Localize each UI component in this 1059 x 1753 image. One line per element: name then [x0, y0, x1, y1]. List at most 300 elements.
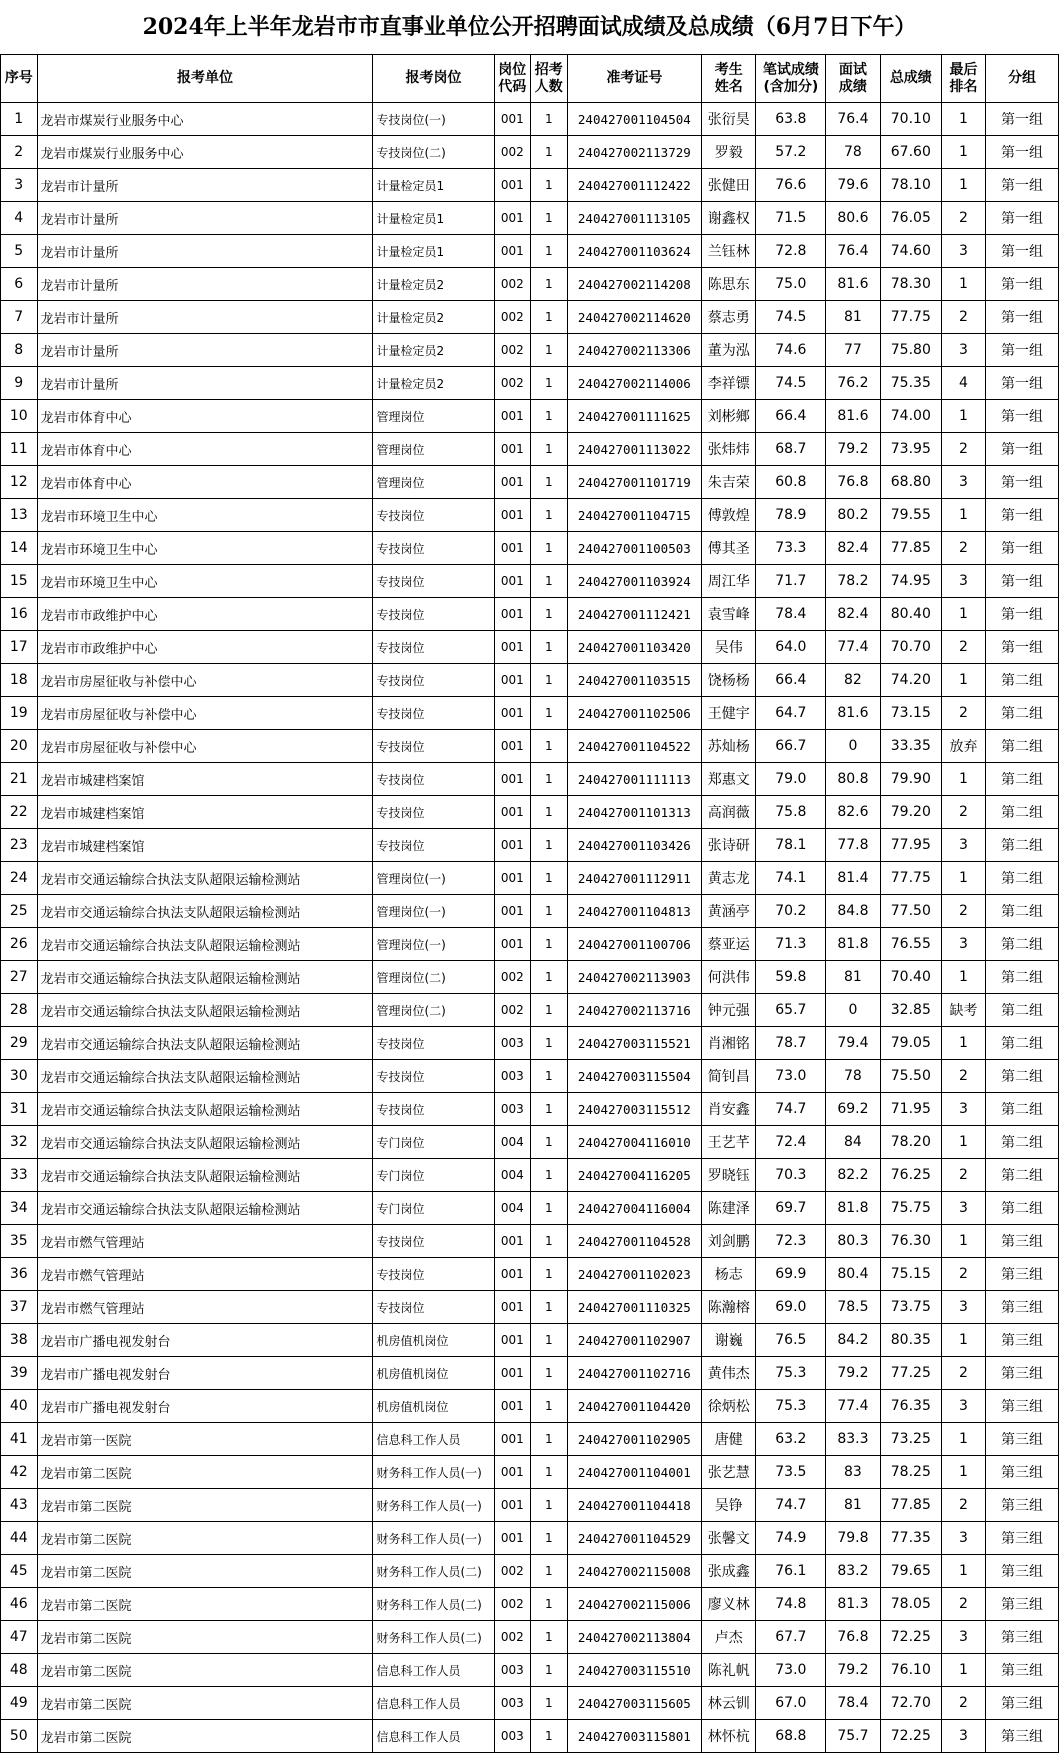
table-row: [1, 1159, 1059, 1192]
group-cell: 第一组: [985, 565, 1058, 598]
name-cell: 黄涵亭: [702, 895, 756, 928]
header-written-line1: 笔试成绩: [762, 61, 819, 78]
position-code-cell: 001: [494, 697, 531, 730]
quota-cell: 1: [531, 1555, 568, 1588]
table-row: [1, 1390, 1059, 1423]
rank-cell: 2: [942, 1588, 986, 1621]
quota-cell: 1: [531, 1093, 568, 1126]
unit-cell: 龙岩市交通运输综合执法支队超限运输检测站: [37, 1192, 373, 1225]
rank-cell: 3: [942, 1390, 986, 1423]
group-cell: 第三组: [985, 1522, 1058, 1555]
written-score-cell: 69.9: [756, 1258, 826, 1291]
ticket-cell: 240427001104813: [567, 895, 702, 928]
position-code-cell: 002: [494, 136, 531, 169]
written-score-cell: 78.4: [756, 598, 826, 631]
total-score-cell: 77.35: [880, 1522, 942, 1555]
seq-cell: 21: [1, 763, 38, 796]
written-score-cell: 75.3: [756, 1357, 826, 1390]
interview-score-cell: 79.8: [826, 1522, 880, 1555]
name-cell: 刘剑鹏: [702, 1225, 756, 1258]
header-seq: 序号: [1, 55, 38, 103]
seq-cell: 7: [1, 301, 38, 334]
unit-cell: 龙岩市第二医院: [37, 1621, 373, 1654]
ticket-cell: 240427001102506: [567, 697, 702, 730]
interview-score-cell: 76.4: [826, 235, 880, 268]
total-score-cell: 73.25: [880, 1423, 942, 1456]
table-row: [1, 1720, 1059, 1753]
position-code-cell: 001: [494, 631, 531, 664]
table-row: [1, 532, 1059, 565]
position-cell: 专技岗位: [373, 1060, 494, 1093]
unit-cell: 龙岩市市政维护中心: [37, 631, 373, 664]
ticket-cell: 240427001104420: [567, 1390, 702, 1423]
total-score-cell: 76.30: [880, 1225, 942, 1258]
name-cell: 高润薇: [702, 796, 756, 829]
unit-cell: 龙岩市计量所: [37, 268, 373, 301]
quota-cell: 1: [531, 1423, 568, 1456]
table-row: [1, 1588, 1059, 1621]
seq-cell: 29: [1, 1027, 38, 1060]
unit-cell: 龙岩市第二医院: [37, 1555, 373, 1588]
interview-score-cell: 79.2: [826, 433, 880, 466]
written-score-cell: 69.7: [756, 1192, 826, 1225]
seq-cell: 48: [1, 1654, 38, 1687]
position-code-cell: 003: [494, 1687, 531, 1720]
written-score-cell: 73.5: [756, 1456, 826, 1489]
name-cell: 蔡志勇: [702, 301, 756, 334]
ticket-cell: 240427001104001: [567, 1456, 702, 1489]
rank-cell: 1: [942, 1225, 986, 1258]
seq-cell: 46: [1, 1588, 38, 1621]
name-cell: 杨志: [702, 1258, 756, 1291]
interview-score-cell: 80.3: [826, 1225, 880, 1258]
total-score-cell: 78.20: [880, 1126, 942, 1159]
total-score-cell: 75.75: [880, 1192, 942, 1225]
name-cell: 简钊昌: [702, 1060, 756, 1093]
ticket-cell: 240427003115801: [567, 1720, 702, 1753]
name-cell: 兰钰林: [702, 235, 756, 268]
seq-cell: 22: [1, 796, 38, 829]
position-cell: 管理岗位: [373, 400, 494, 433]
written-score-cell: 78.1: [756, 829, 826, 862]
total-score-cell: 79.05: [880, 1027, 942, 1060]
position-cell: 管理岗位(二): [373, 994, 494, 1027]
quota-cell: 1: [531, 763, 568, 796]
table-row: [1, 1654, 1059, 1687]
seq-cell: 45: [1, 1555, 38, 1588]
rank-cell: 2: [942, 631, 986, 664]
header-row: [1, 55, 1059, 103]
unit-cell: 龙岩市交通运输综合执法支队超限运输检测站: [37, 1126, 373, 1159]
total-score-cell: 67.60: [880, 136, 942, 169]
interview-score-cell: 83.2: [826, 1555, 880, 1588]
seq-cell: 25: [1, 895, 38, 928]
interview-score-cell: 81.8: [826, 1192, 880, 1225]
seq-cell: 14: [1, 532, 38, 565]
position-cell: 专技岗位: [373, 1027, 494, 1060]
ticket-cell: 240427004116004: [567, 1192, 702, 1225]
header-interview-line1: 面试: [838, 61, 867, 78]
interview-score-cell: 80.8: [826, 763, 880, 796]
total-score-cell: 72.25: [880, 1621, 942, 1654]
unit-cell: 龙岩市燃气管理站: [37, 1225, 373, 1258]
header-interview: [826, 55, 880, 103]
interview-score-cell: 82: [826, 664, 880, 697]
quota-cell: 1: [531, 862, 568, 895]
unit-cell: 龙岩市体育中心: [37, 466, 373, 499]
ticket-cell: 240427002113729: [567, 136, 702, 169]
rank-cell: 2: [942, 697, 986, 730]
written-score-cell: 79.0: [756, 763, 826, 796]
position-cell: 计量检定员2: [373, 268, 494, 301]
unit-cell: 龙岩市交通运输综合执法支队超限运输检测站: [37, 862, 373, 895]
total-score-cell: 75.80: [880, 334, 942, 367]
rank-cell: 3: [942, 334, 986, 367]
written-score-cell: 78.9: [756, 499, 826, 532]
position-cell: 计量检定员1: [373, 202, 494, 235]
position-cell: 专技岗位: [373, 1291, 494, 1324]
interview-score-cell: 84.2: [826, 1324, 880, 1357]
name-cell: 张诗研: [702, 829, 756, 862]
written-score-cell: 74.9: [756, 1522, 826, 1555]
quota-cell: 1: [531, 433, 568, 466]
rank-cell: 3: [942, 829, 986, 862]
rank-cell: 1: [942, 136, 986, 169]
position-code-cell: 001: [494, 532, 531, 565]
group-cell: 第二组: [985, 1159, 1058, 1192]
position-code-cell: 001: [494, 235, 531, 268]
interview-score-cell: 76.8: [826, 466, 880, 499]
quota-cell: 1: [531, 400, 568, 433]
written-score-cell: 76.5: [756, 1324, 826, 1357]
ticket-cell: 240427001104715: [567, 499, 702, 532]
seq-cell: 30: [1, 1060, 38, 1093]
group-cell: 第二组: [985, 763, 1058, 796]
rank-cell: 4: [942, 367, 986, 400]
written-score-cell: 68.8: [756, 1720, 826, 1753]
seq-cell: 44: [1, 1522, 38, 1555]
seq-cell: 36: [1, 1258, 38, 1291]
name-cell: 蔡亚运: [702, 928, 756, 961]
rank-cell: 3: [942, 1621, 986, 1654]
rank-cell: 1: [942, 103, 986, 136]
table-row: [1, 235, 1059, 268]
header-rank-line2: 排名: [949, 78, 978, 95]
position-cell: 机房值机岗位: [373, 1390, 494, 1423]
quota-cell: 1: [531, 169, 568, 202]
interview-score-cell: 82.2: [826, 1159, 880, 1192]
ticket-cell: 240427001110325: [567, 1291, 702, 1324]
name-cell: 肖湘铭: [702, 1027, 756, 1060]
rank-cell: 1: [942, 1456, 986, 1489]
ticket-cell: 240427002113804: [567, 1621, 702, 1654]
position-code-cell: 002: [494, 268, 531, 301]
unit-cell: 龙岩市第二医院: [37, 1522, 373, 1555]
header-interview-line2: 成绩: [838, 78, 867, 95]
interview-score-cell: 76.4: [826, 103, 880, 136]
interview-score-cell: 79.6: [826, 169, 880, 202]
ticket-cell: 240427003115512: [567, 1093, 702, 1126]
total-score-cell: 77.50: [880, 895, 942, 928]
rank-cell: 2: [942, 202, 986, 235]
interview-score-cell: 82.6: [826, 796, 880, 829]
quota-cell: 1: [531, 1687, 568, 1720]
page-title: 2024年上半年龙岩市市直事业单位公开招聘面试成绩及总成绩（6月7日下午）: [142, 14, 917, 40]
group-cell: 第一组: [985, 301, 1058, 334]
group-cell: 第三组: [985, 1258, 1058, 1291]
rank-cell: 1: [942, 1555, 986, 1588]
position-code-cell: 001: [494, 829, 531, 862]
rank-cell: 2: [942, 532, 986, 565]
written-score-cell: 66.4: [756, 400, 826, 433]
ticket-cell: 240427001112422: [567, 169, 702, 202]
position-cell: 机房值机岗位: [373, 1357, 494, 1390]
table-row: [1, 664, 1059, 697]
position-cell: 专技岗位: [373, 796, 494, 829]
interview-score-cell: 79.2: [826, 1654, 880, 1687]
interview-score-cell: 0: [826, 994, 880, 1027]
interview-score-cell: 81.3: [826, 1588, 880, 1621]
ticket-cell: 240427001103515: [567, 664, 702, 697]
table-row: [1, 103, 1059, 136]
unit-cell: 龙岩市交通运输综合执法支队超限运输检测站: [37, 1159, 373, 1192]
name-cell: 谢巍: [702, 1324, 756, 1357]
group-cell: 第一组: [985, 499, 1058, 532]
group-cell: 第一组: [985, 334, 1058, 367]
header-group: 分组: [985, 55, 1058, 103]
name-cell: 饶杨杨: [702, 664, 756, 697]
seq-cell: 8: [1, 334, 38, 367]
position-code-cell: 003: [494, 1093, 531, 1126]
position-cell: 专门岗位: [373, 1192, 494, 1225]
quota-cell: 1: [531, 334, 568, 367]
interview-score-cell: 81: [826, 961, 880, 994]
table-row: [1, 1291, 1059, 1324]
seq-cell: 23: [1, 829, 38, 862]
group-cell: 第一组: [985, 598, 1058, 631]
group-cell: 第一组: [985, 532, 1058, 565]
name-cell: 唐健: [702, 1423, 756, 1456]
table-row: [1, 202, 1059, 235]
unit-cell: 龙岩市交通运输综合执法支队超限运输检测站: [37, 928, 373, 961]
ticket-cell: 240427003115510: [567, 1654, 702, 1687]
rank-cell: 2: [942, 895, 986, 928]
header-written-line2: (含加分): [763, 78, 819, 95]
table-row: [1, 1423, 1059, 1456]
seq-cell: 11: [1, 433, 38, 466]
interview-score-cell: 81.4: [826, 862, 880, 895]
table-row: [1, 565, 1059, 598]
ticket-cell: 240427001104418: [567, 1489, 702, 1522]
unit-cell: 龙岩市环境卫生中心: [37, 565, 373, 598]
ticket-cell: 240427002114620: [567, 301, 702, 334]
total-score-cell: 71.95: [880, 1093, 942, 1126]
group-cell: 第一组: [985, 235, 1058, 268]
quota-cell: 1: [531, 895, 568, 928]
position-code-cell: 001: [494, 895, 531, 928]
ticket-cell: 240427001113022: [567, 433, 702, 466]
total-score-cell: 77.85: [880, 1489, 942, 1522]
position-cell: 信息科工作人员: [373, 1654, 494, 1687]
seq-cell: 26: [1, 928, 38, 961]
position-cell: 计量检定员2: [373, 367, 494, 400]
seq-cell: 9: [1, 367, 38, 400]
header-rank-line1: 最后: [949, 61, 978, 78]
position-code-cell: 001: [494, 1324, 531, 1357]
rank-cell: 3: [942, 928, 986, 961]
group-cell: 第二组: [985, 697, 1058, 730]
written-score-cell: 70.2: [756, 895, 826, 928]
position-code-cell: 001: [494, 466, 531, 499]
unit-cell: 龙岩市广播电视发射台: [37, 1324, 373, 1357]
unit-cell: 龙岩市计量所: [37, 169, 373, 202]
group-cell: 第二组: [985, 895, 1058, 928]
seq-cell: 2: [1, 136, 38, 169]
ticket-cell: 240427002114208: [567, 268, 702, 301]
position-cell: 信息科工作人员: [373, 1423, 494, 1456]
total-score-cell: 70.40: [880, 961, 942, 994]
quota-cell: 1: [531, 1126, 568, 1159]
group-cell: 第二组: [985, 1027, 1058, 1060]
table-row: [1, 334, 1059, 367]
position-cell: 专技岗位: [373, 598, 494, 631]
position-cell: 专技岗位: [373, 697, 494, 730]
group-cell: 第一组: [985, 400, 1058, 433]
seq-cell: 5: [1, 235, 38, 268]
quota-cell: 1: [531, 1159, 568, 1192]
total-score-cell: 75.15: [880, 1258, 942, 1291]
name-cell: 谢鑫权: [702, 202, 756, 235]
interview-score-cell: 79.4: [826, 1027, 880, 1060]
interview-score-cell: 81.6: [826, 697, 880, 730]
header-code-line1: 岗位: [498, 61, 527, 78]
name-cell: 陈瀚榕: [702, 1291, 756, 1324]
header-position-code: [494, 55, 531, 103]
header-name-line1: 考生: [714, 61, 743, 78]
total-score-cell: 72.70: [880, 1687, 942, 1720]
unit-cell: 龙岩市交通运输综合执法支队超限运输检测站: [37, 994, 373, 1027]
quota-cell: 1: [531, 103, 568, 136]
table-row: [1, 1522, 1059, 1555]
group-cell: 第一组: [985, 202, 1058, 235]
unit-cell: 龙岩市城建档案馆: [37, 829, 373, 862]
quota-cell: 1: [531, 631, 568, 664]
position-code-cell: 001: [494, 1291, 531, 1324]
quota-cell: 1: [531, 1060, 568, 1093]
rank-cell: 放弃: [942, 730, 986, 763]
quota-cell: 1: [531, 1291, 568, 1324]
written-score-cell: 72.8: [756, 235, 826, 268]
quota-cell: 1: [531, 1390, 568, 1423]
rank-cell: 2: [942, 1060, 986, 1093]
group-cell: 第一组: [985, 466, 1058, 499]
rank-cell: 1: [942, 268, 986, 301]
written-score-cell: 73.3: [756, 532, 826, 565]
total-score-cell: 76.35: [880, 1390, 942, 1423]
name-cell: 张艺慧: [702, 1456, 756, 1489]
interview-score-cell: 77.8: [826, 829, 880, 862]
total-score-cell: 78.05: [880, 1588, 942, 1621]
quota-cell: 1: [531, 1225, 568, 1258]
unit-cell: 龙岩市计量所: [37, 202, 373, 235]
name-cell: 王健宇: [702, 697, 756, 730]
seq-cell: 16: [1, 598, 38, 631]
ticket-cell: 240427001102023: [567, 1258, 702, 1291]
table-row: [1, 961, 1059, 994]
table-row: [1, 862, 1059, 895]
seq-cell: 47: [1, 1621, 38, 1654]
ticket-cell: 240427002113306: [567, 334, 702, 367]
group-cell: 第三组: [985, 1291, 1058, 1324]
unit-cell: 龙岩市城建档案馆: [37, 796, 373, 829]
table-row: [1, 994, 1059, 1027]
ticket-cell: 240427001104528: [567, 1225, 702, 1258]
total-score-cell: 77.25: [880, 1357, 942, 1390]
position-code-cell: 001: [494, 664, 531, 697]
ticket-cell: 240427001101313: [567, 796, 702, 829]
unit-cell: 龙岩市交通运输综合执法支队超限运输检测站: [37, 1027, 373, 1060]
header-unit: 报考单位: [37, 55, 373, 103]
unit-cell: 龙岩市第二医院: [37, 1489, 373, 1522]
group-cell: 第三组: [985, 1423, 1058, 1456]
seq-cell: 31: [1, 1093, 38, 1126]
name-cell: 吴伟: [702, 631, 756, 664]
table-row: [1, 1456, 1059, 1489]
written-score-cell: 70.3: [756, 1159, 826, 1192]
name-cell: 张成鑫: [702, 1555, 756, 1588]
rank-cell: 2: [942, 1489, 986, 1522]
position-cell: 专技岗位: [373, 532, 494, 565]
rank-cell: 2: [942, 1687, 986, 1720]
position-cell: 计量检定员1: [373, 169, 494, 202]
ticket-cell: 240427003115521: [567, 1027, 702, 1060]
position-code-cell: 001: [494, 598, 531, 631]
quota-cell: 1: [531, 1489, 568, 1522]
total-score-cell: 73.15: [880, 697, 942, 730]
total-score-cell: 76.10: [880, 1654, 942, 1687]
position-code-cell: 001: [494, 763, 531, 796]
seq-cell: 6: [1, 268, 38, 301]
name-cell: 朱吉荣: [702, 466, 756, 499]
quota-cell: 1: [531, 1027, 568, 1060]
quota-cell: 1: [531, 1357, 568, 1390]
written-score-cell: 66.4: [756, 664, 826, 697]
seq-cell: 41: [1, 1423, 38, 1456]
seq-cell: 18: [1, 664, 38, 697]
unit-cell: 龙岩市房屋征收与补偿中心: [37, 730, 373, 763]
total-score-cell: 79.20: [880, 796, 942, 829]
unit-cell: 龙岩市交通运输综合执法支队超限运输检测站: [37, 961, 373, 994]
ticket-cell: 240427004116205: [567, 1159, 702, 1192]
table-row: [1, 631, 1059, 664]
seq-cell: 4: [1, 202, 38, 235]
group-cell: 第一组: [985, 103, 1058, 136]
ticket-cell: 240427003115504: [567, 1060, 702, 1093]
interview-score-cell: 77: [826, 334, 880, 367]
written-score-cell: 60.8: [756, 466, 826, 499]
name-cell: 林云钏: [702, 1687, 756, 1720]
table-row: [1, 1555, 1059, 1588]
ticket-cell: 240427002113716: [567, 994, 702, 1027]
seq-cell: 13: [1, 499, 38, 532]
quota-cell: 1: [531, 928, 568, 961]
seq-cell: 37: [1, 1291, 38, 1324]
name-cell: 林怀杭: [702, 1720, 756, 1753]
seq-cell: 40: [1, 1390, 38, 1423]
position-cell: 专技岗位: [373, 829, 494, 862]
seq-cell: 50: [1, 1720, 38, 1753]
written-score-cell: 64.7: [756, 697, 826, 730]
